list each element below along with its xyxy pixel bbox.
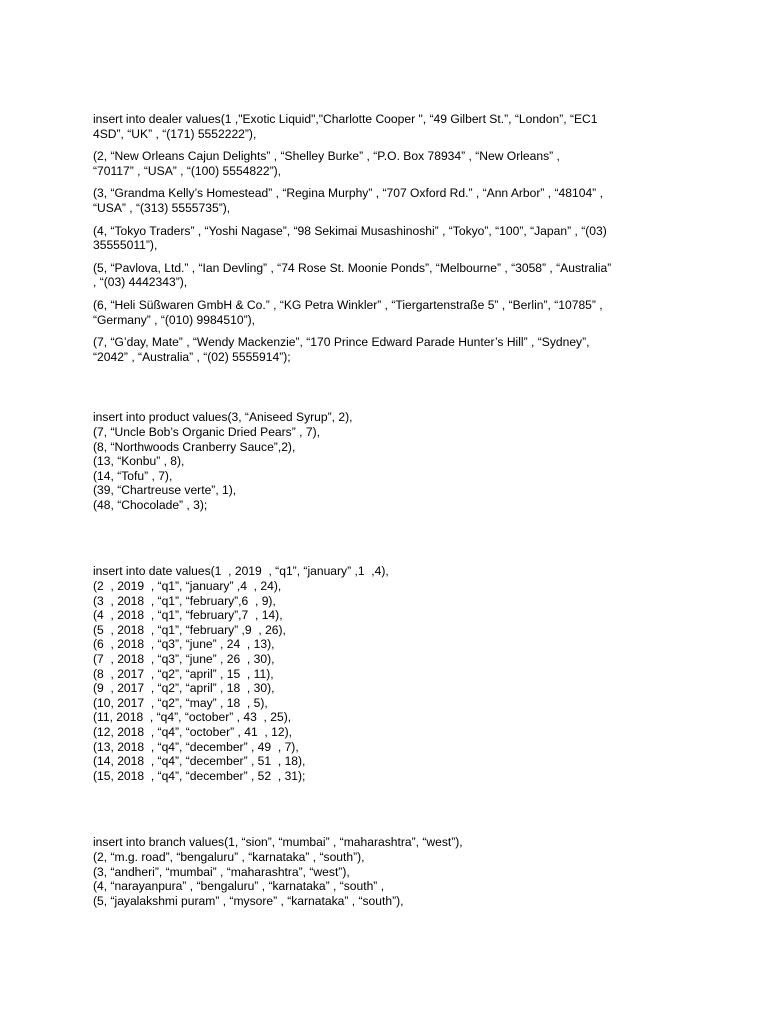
text-line: “Germany” , “(010) 9984510”),: [93, 312, 255, 327]
text-line: (4, “Tokyo Traders” , “Yoshi Nagase”, “98 Sekimai Musashinoshi” , “Tokyo”, “100”, “Japan” , “(03): [93, 223, 607, 238]
text-line: (5, “jayalakshmi puram” , “mysore” , “karnataka” , “south”),: [93, 893, 404, 908]
text-line: (2 , 2019 , “q1”, “january” ,4 , 24),: [93, 579, 282, 594]
text-line: (12, 2018 , “q4”, “october” , 41 , 12),: [93, 725, 292, 739]
text-line: (5, “Pavlova, Ltd.” , “Ian Devling” , “74 Rose St. Moonie Ponds”, “Melbourne” , “3058” , “Australia”: [93, 260, 612, 275]
text-line: (39, “Chartreuse verte”, 1),: [93, 483, 237, 498]
text-line: (9 , 2017 , “q2”, “april” , 18 , 30),: [93, 681, 275, 696]
text-line: 4SD”, “UK” , “(171) 5552222”),: [93, 126, 257, 141]
text-line: (6 , 2018 , “q3”, “june” , 24 , 13),: [93, 637, 275, 652]
dealer-insert-block: [93, 112, 693, 364]
text-line: (10, 2017 , “q2”, “may” , 18 , 5),: [93, 695, 268, 710]
dealer-row-7: [93, 335, 693, 364]
text-line: insert into dealer values(1 ,"Exotic Liquid","Charlotte Cooper ", “49 Gilbert St.”, “London”, “EC1: [93, 112, 598, 126]
document-page: [93, 112, 693, 908]
text-line: (4 , 2018 , “q1”, “february”,7 , 14),: [93, 608, 283, 623]
text-line: (14, “Tofu” , 7),: [93, 468, 173, 483]
text-line: (13, 2018 , “q4”, “december” , 49 , 7),: [93, 739, 299, 754]
text-line: (2, “New Orleans Cajun Delights” , “Shelley Burke” , “P.O. Box 78934” , “New Orleans” ,: [93, 149, 560, 164]
section-spacer: [93, 372, 693, 410]
product-insert-block: [93, 410, 693, 512]
text-line: , “(03) 4442343”),: [93, 275, 188, 290]
text-line: (5 , 2018 , “q1”, “february” ,9 , 26),: [93, 622, 286, 637]
text-line: (7 , 2018 , “q3”, “june” , 26 , 30),: [93, 652, 275, 667]
text-line: 35555011”),: [93, 238, 158, 253]
text-line: (8 , 2017 , “q2”, “april” , 15 , 11),: [93, 666, 274, 681]
text-line: (3, “Grandma Kelly’s Homestead” , “Regina Murphy” , “707 Oxford Rd.” , “Ann Arbor” , “48104” ,: [93, 186, 603, 201]
dealer-row-3: [93, 186, 693, 215]
section-spacer: [93, 783, 693, 835]
text-line: (13, “Konbu” , 8),: [93, 454, 185, 469]
text-line: (15, 2018 , “q4”, “december” , 52 , 31);: [93, 768, 306, 783]
text-line: “USA” , “(313) 5555735”),: [93, 200, 231, 215]
text-line: (8, “Northwoods Cranberry Sauce”,2),: [93, 439, 296, 454]
branch-insert-block: [93, 835, 693, 908]
text-line: (7, “G’day, Mate” , “Wendy Mackenzie”, “170 Prince Edward Parade Hunter’s Hill” , “Sydney”,: [93, 335, 590, 350]
text-line: (11, 2018 , “q4”, “october” , 43 , 25),: [93, 710, 292, 725]
dealer-row-5: [93, 261, 693, 290]
text-line: (2, “m.g. road”, “bengaluru” , “karnataka” , “south”),: [93, 849, 365, 864]
text-line: “2042” , “Australia” , “(02) 5555914”);: [93, 349, 291, 364]
text-line: (3 , 2018 , “q1”, “february”,6 , 9),: [93, 593, 276, 608]
section-spacer: [93, 512, 693, 564]
text-line: “70117” , “USA” , “(100) 5554822”),: [93, 163, 281, 178]
text-line: (14, 2018 , “q4”, “december” , 51 , 18),: [93, 754, 306, 769]
text-line: insert into branch values(1, “sion”, “mumbai” , “maharashtra”, “west”),: [93, 835, 463, 850]
dealer-row-4: [93, 224, 693, 253]
text-line: (6, “Heli Süßwaren GmbH & Co.” , “KG Petra Winkler” , “Tiergartenstraße 5” , “Berlin”, “10785” ,: [93, 297, 603, 312]
dealer-row-6: [93, 298, 693, 327]
dealer-row-1: [93, 112, 693, 141]
text-line: insert into date values(1 , 2019 , “q1”, “january” ,1 ,4),: [93, 564, 389, 579]
text-line: (3, “andheri”, “mumbai” , “maharashtra”, “west”),: [93, 864, 350, 879]
text-line: (48, “Chocolade” , 3);: [93, 497, 208, 512]
text-line: insert into product values(3, “Aniseed Syrup”, 2),: [93, 410, 353, 425]
text-line: (7, “Uncle Bob’s Organic Dried Pears” , 7),: [93, 424, 320, 439]
dealer-row-2: [93, 149, 693, 178]
text-line: (4, “narayanpura” , “bengaluru” , “karnataka” , “south” ,: [93, 879, 385, 894]
date-insert-block: [93, 564, 693, 783]
